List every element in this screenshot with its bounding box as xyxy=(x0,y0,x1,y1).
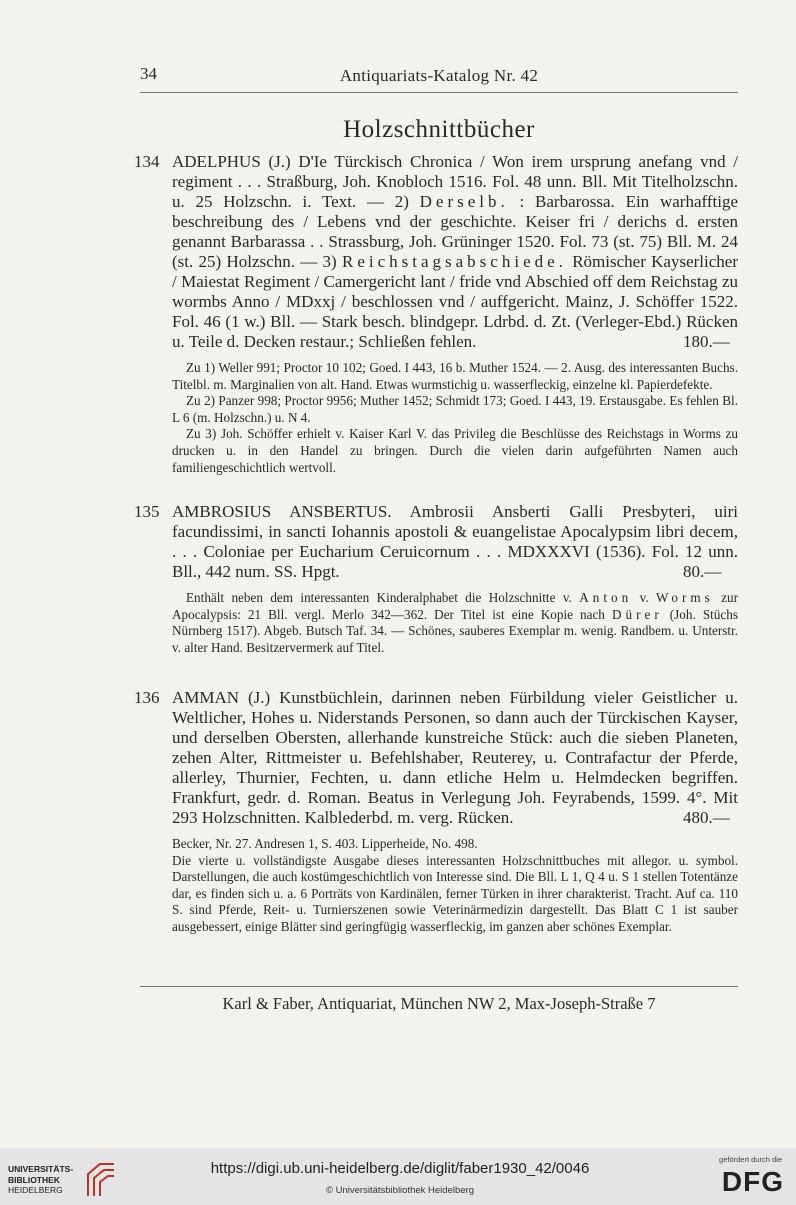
footer-rule xyxy=(140,986,738,987)
entry-notes xyxy=(172,836,738,936)
entry-notes xyxy=(172,360,738,476)
entry-description: 134 ADELPHUS (J.) D'Ie Türckisch Chronica / Won irem ursprung anefang vnd / regiment . . . Straßburg, Joh. Knobloch 1516. Fol. 48 unn. Bll. Mit Titelholzschn. u. 25 Holzschn. i. Text. — 2) Derselb. : Barbarossa. Ein warhafftige beschreibung des / Lebens vnd der geschichte. Keiser fri / derichs d. ersten genannt Barbarassa . . Strassburg, Joh. Grüninger 1520. Fol. 73 (st. 75) Bll. M. 24 (st. 25) Holzschn. — 3) Reichstagsabschiede. Römischer Kayserlicher / Maiestat Regiment / Camergericht lant / fride vnd Abschied off dem Reichstag zu wormbs Anno / MDxxj / beschlossen vnd / auffgericht. Mainz, J. Schöffer 1522. Fol. 46 (1 w.) Bll. — Stark besch. blindgepr. Ldrbd. d. Zt. (Verleger-Ebd.) Rücken u. Teile d. Decken restaur.; Schließen fehlen. 180.— xyxy=(134,152,738,351)
entry-price: 480.— xyxy=(683,808,730,827)
funding-note: gefördert durch die xyxy=(719,1155,782,1164)
entry-description: 136 AMMAN (J.) Kunstbüchlein, darinnen neben Fürbildung vieler Geistlicher u. Weltlicher, Hohes u. Niderstands Personen, so dann auch der Türckischen Kayser, und derselben Obersten, allerhande kunstreiche Stück: auch die sieben Planeten, zehen Alter, Rittmeister u. Befehlshaber, Reuterey, u. Contrafactur der Pferde, allerley, Thurnier, Fechten, u. dann etliche Helm u. Helmdecken begriffen. Frankfurt, gedr. d. Roman. Beatus in Verlegung Joh. Feyrabends, 1599. 4°. Mit 293 Holzschnitten. Kalblederbd. m. verg. Rücken. 480.— xyxy=(134,688,738,827)
dfg-logo[interactable]: DFG xyxy=(721,1166,784,1197)
entry-description: 135 AMBROSIUS ANSBERTUS. Ambrosii Ansberti Galli Presbyteri, uiri facundissimi, in sancti Iohannis apostoli & euangelistae Apocalypsim libri decem, . . . Coloniae per Eucharium Ceruicornum . . . MDXXXVI (1536). Fol. 12 unn. Bll., 442 num. SS. Hpgt. 80.— xyxy=(134,502,738,581)
publisher-footer: Karl & Faber, Antiquariat, München NW 2, Max-Joseph-Straße 7 xyxy=(222,994,656,1013)
catalog-entry-136 xyxy=(134,688,738,936)
note-paragraph: Enthält neben dem interessanten Kinderalphabet die Holzschnitte v. Anton v. Worms zur Apocalypsis: 21 Bll. vergl. Merlo 342—362. Der Titel ist eine Kopie nach Dürer (Joh. Stüchs Nürnberg 1517). Abgeb. Butsch Taf. 34. — Schönes, sauberes Exemplar m. wenig. Randbem. u. Unterstr. v. alter Hand. Besitzervermerk auf Titel. xyxy=(172,590,738,655)
entry-price: 180.— xyxy=(683,332,730,351)
note-paragraph: Die vierte u. vollständigste Ausgabe dieses interessanten Holzschnittbuches mit allegor. u. symbol. Darstellungen, die auch kostümgeschichtlich von Interesse sind. Die Bll. L 1, Q 4 u. S 1 stellen Totentänze dar, es finden sich u. a. 6 Porträts von Kardinälen, ferner Türken in ihrer charakterist. Tracht. Auf ca. 110 S. sind Pferde, Reit- u. Turnierszenen sowie Veterinärmedizin dargestellt. Das Blatt C 1 ist sauber ausgebessert, einige Blätter sind geringfügig wasserfleckig, im ganzen aber schönes Exemplar. xyxy=(172,852,738,934)
catalog-entry-135 xyxy=(134,502,738,656)
entry-number: 134 xyxy=(134,152,160,171)
library-bar xyxy=(0,1148,796,1205)
header-rule xyxy=(140,92,738,93)
entry-number: 135 xyxy=(134,502,160,521)
entry-price: 80.— xyxy=(683,562,722,581)
entry-number: 136 xyxy=(134,688,160,707)
note-paragraph: Zu 1) Weller 991; Proctor 10 102; Goed. I 443, 16 b. Muther 1524. — 2. Ausg. des interessanten Buchs. Titelbl. m. Marginalien von alt. Hand. Etwas wurmstichig u. wasserfleckig, einzelne kl. Papierdefekte. xyxy=(172,360,738,392)
note-paragraph: Zu 2) Panzer 998; Proctor 9956; Muther 1452; Schmidt 173; Goed. I 443, 19. Erstausgabe. Es fehlen Bl. L 6 (m. Holzschn.) u. N 4. xyxy=(172,393,738,425)
section-title: Holzschnittbücher xyxy=(343,116,535,143)
permalink-url[interactable]: https://digi.ub.uni-heidelberg.de/diglit/faber1930_42/0046 xyxy=(210,1160,590,1177)
running-header xyxy=(140,64,738,90)
ub-logo-mark-icon xyxy=(84,1160,118,1198)
entry-notes xyxy=(172,590,738,656)
copyright-notice: © Universitätsbibliothek Heidelberg xyxy=(326,1185,474,1196)
page-number: 34 xyxy=(140,64,157,83)
note-paragraph: Zu 3) Joh. Schöffer erhielt v. Kaiser Karl V. das Privileg die Beschlüsse des Reichstags in Worms zu drucken u. in den Handel zu bringen. Durch die vielen darin aufgeführten Namen auch familiengeschichtlich wertvoll. xyxy=(172,426,738,475)
catalog-entry-134 xyxy=(134,152,738,476)
running-title: Antiquariats-Katalog Nr. 42 xyxy=(339,66,539,85)
university-library-logo[interactable]: UNIVERSITÄTS- BIBLIOTHEK HEIDELBERG xyxy=(8,1164,128,1198)
note-paragraph: Becker, Nr. 27. Andresen 1, S. 403. Lipperheide, No. 498. xyxy=(172,836,478,851)
